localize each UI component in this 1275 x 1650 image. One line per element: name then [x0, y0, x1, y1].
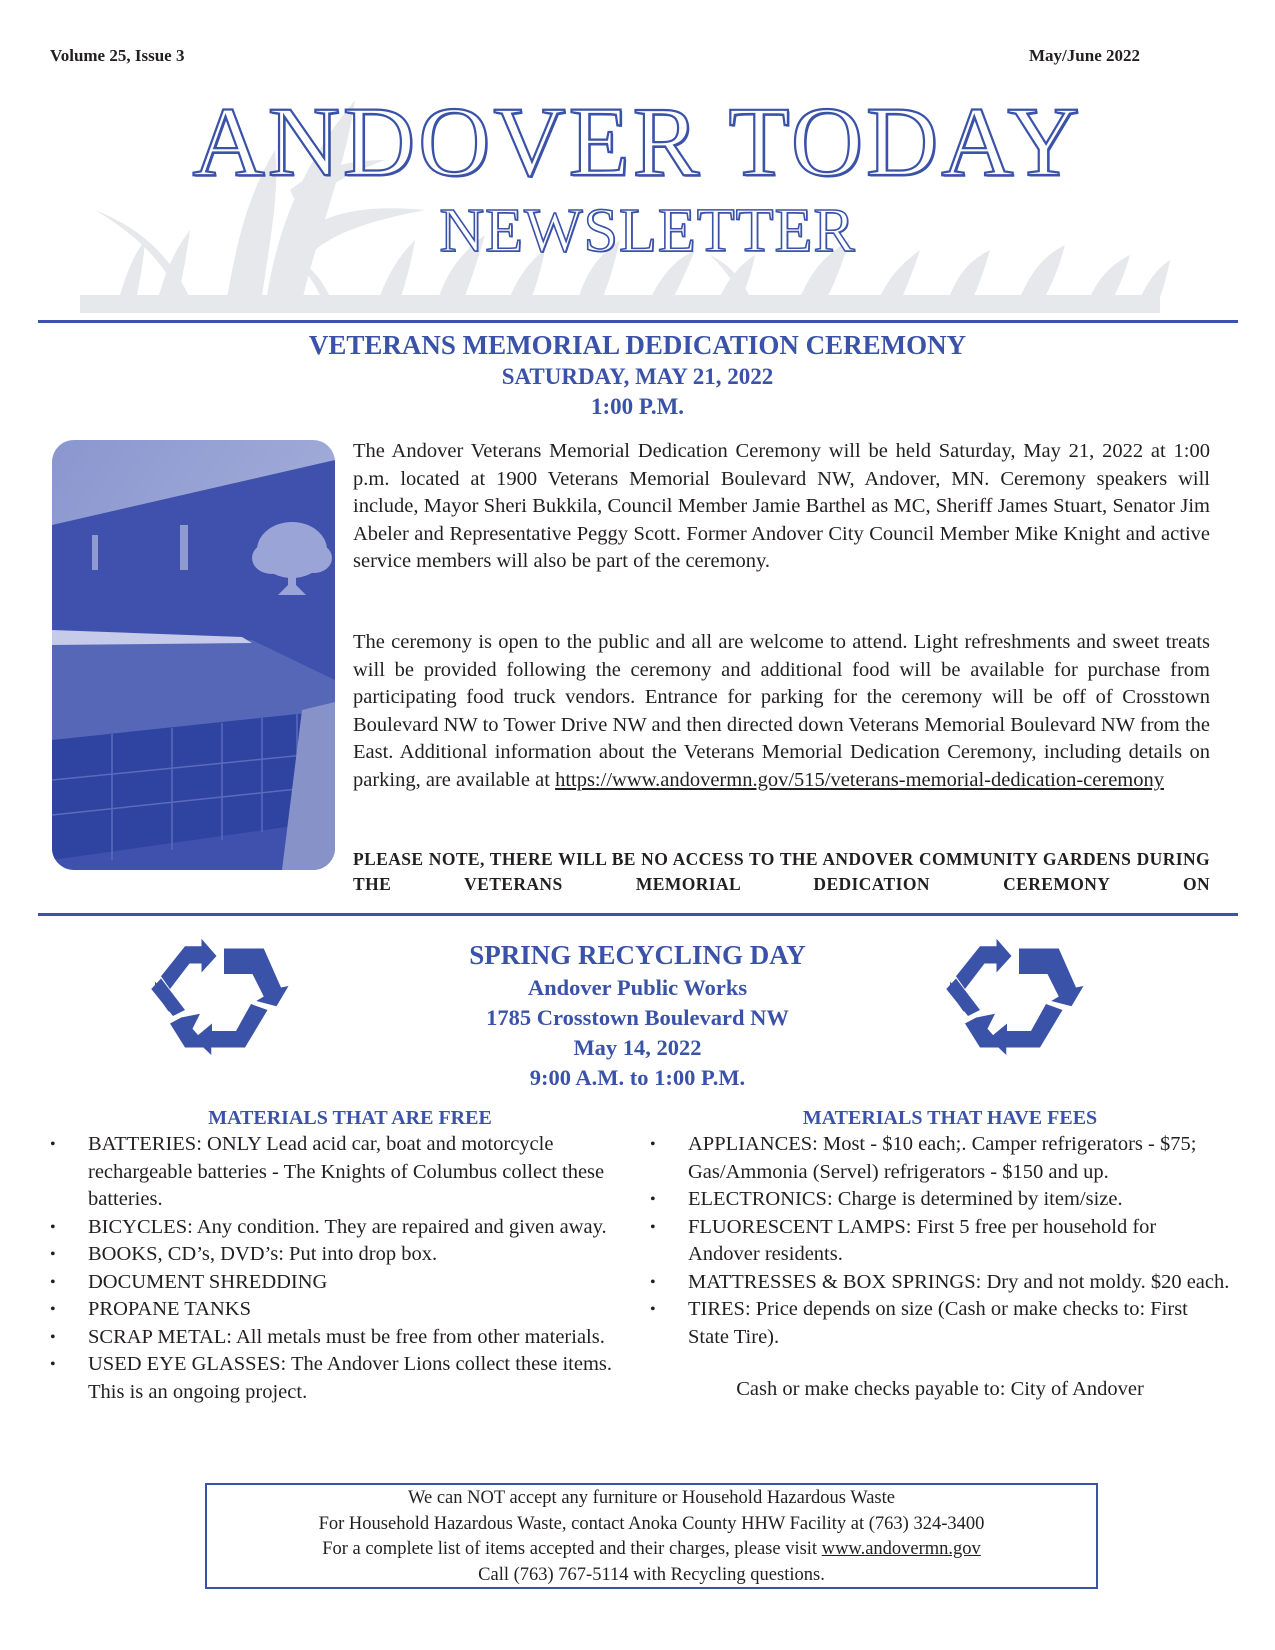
list-item: • MATTRESSES & BOX SPRINGS: Dry and not moldy. $20 each.	[650, 1269, 1230, 1297]
recycling-hours: 9:00 A.M. to 1:00 P.M.	[529, 1065, 746, 1090]
list-item: • TIRES: Price depends on size (Cash or make checks to: First State Tire).	[650, 1298, 1188, 1348]
recycling-section-title: SPRING RECYCLING DAY	[469, 940, 806, 970]
fee-materials-heading: MATERIALS THAT HAVE FEES	[802, 1107, 1098, 1129]
list-item: • USED EYE GLASSES: The Andover Lions collect these items. This is an ongoing project.	[50, 1353, 613, 1403]
free-materials-column	[50, 1107, 630, 1406]
bullet-icon: •	[50, 1328, 56, 1346]
info-line-website: For a complete list of items accepted and their charges, please visit www.andovermn.gov	[322, 1539, 981, 1559]
veterans-event-date: SATURDAY, MAY 21, 2022	[501, 364, 774, 389]
bullet-icon: •	[650, 1136, 656, 1153]
recycling-info-box	[205, 1483, 1098, 1589]
section-divider	[38, 320, 1238, 323]
veterans-section-title: VETERANS MEMORIAL DEDICATION CEREMONY	[308, 330, 967, 360]
newsletter-subtitle: NEWSLETTER	[439, 197, 856, 265]
veterans-paragraph-info-text: The ceremony is open to the public and all are welcome to attend. Light refreshments and sweet treats will be provided following the ceremony and additional food will be available for purchase from participating food truck vendors. Entrance for parking for the ceremony will be off of Crosstown Boulevard NW to Tower Drive NW and then directed down Veterans Memorial Boulevard NW from the East. Additional information about the Veterans Memorial Dedication Ceremony, including details on parking, are available at	[353, 631, 1210, 791]
bullet-icon: •	[50, 1218, 56, 1236]
list-item: • APPLIANCES: Most - $10 each;. Camper refrigerators - $75; Gas/Ammonia (Servel) refrigerators - $150 and up.	[650, 1133, 1197, 1183]
bullet-icon: •	[50, 1301, 56, 1318]
community-gardens-notice: PLEASE NOTE, THERE WILL BE NO ACCESS TO THE ANDOVER COMMUNITY GARDENS DURING THE VETERANS MEMORIAL DEDICATION CEREMONY ON	[353, 849, 1210, 894]
list-item: • PROPANE TANKS	[50, 1296, 630, 1324]
veterans-ceremony-link[interactable]: https://www.andovermn.gov/515/veterans-memorial-dedication-ceremony	[555, 768, 1164, 791]
veterans-event-time: 1:00 P.M.	[590, 394, 685, 419]
bullet-icon: •	[650, 1273, 656, 1291]
bullet-icon: •	[650, 1301, 656, 1318]
section-divider	[38, 913, 1238, 916]
veterans-memorial-photo	[52, 440, 335, 870]
bullet-icon: •	[50, 1246, 56, 1263]
veterans-paragraph-details: The Andover Veterans Memorial Dedication Ceremony will be held Saturday, May 21, 2022 at 1:00 p.m. located at 1900 Veterans Memorial Boulevard NW, Andover, MN. Ceremony speakers will include, Mayor Sheri Bukkila, Council Member Jamie Barthel as MC, Sheriff James Stuart, Senator Jim Abeler and Representative Peggy Scott. Former Andover City Council Member Mike Knight and active service members will also be part of the ceremony.	[353, 440, 1210, 572]
list-item: • BICYCLES: Any condition. They are repaired and given away.	[50, 1214, 630, 1242]
issue-date: May/June 2022	[1029, 46, 1140, 65]
recycling-address: 1785 Crosstown Boulevard NW	[486, 1005, 789, 1030]
info-line-no-furniture: We can NOT accept any furniture or Household Hazardous Waste	[408, 1488, 895, 1508]
recycling-date: May 14, 2022	[573, 1035, 702, 1060]
info-line-phone: Call (763) 767-5114 with Recycling questions.	[478, 1564, 825, 1585]
fee-materials-column	[650, 1107, 1230, 1401]
recycling-location: Andover Public Works	[527, 975, 748, 1000]
info-line-hhw-contact: For Household Hazardous Waste, contact Anoka County HHW Facility at (763) 324-3400	[318, 1513, 985, 1534]
andover-website-link[interactable]: www.andovermn.gov	[821, 1539, 981, 1559]
bullet-icon: •	[650, 1218, 656, 1236]
fee-materials-list	[650, 1131, 1230, 1351]
bullet-icon: •	[650, 1191, 656, 1208]
newsletter-title: ANDOVER TODAY	[192, 86, 1083, 197]
list-item: • FLUORESCENT LAMPS: First 5 free per household for Andover residents.	[650, 1215, 1157, 1265]
free-materials-heading: MATERIALS THAT ARE FREE	[208, 1107, 492, 1129]
volume-issue: Volume 25, Issue 3	[50, 46, 185, 65]
payment-note: Cash or make checks payable to: City of Andover	[736, 1378, 1144, 1400]
bullet-icon: •	[50, 1136, 56, 1153]
list-item: • BATTERIES: ONLY Lead acid car, boat and motorcycle rechargeable batteries - The Knights of Columbus collect these batteries.	[50, 1133, 605, 1210]
free-materials-list	[50, 1131, 630, 1406]
bullet-icon: •	[50, 1356, 56, 1373]
list-item: • DOCUMENT SHREDDING	[50, 1269, 630, 1297]
list-item: • ELECTRONICS: Charge is determined by item/size.	[650, 1186, 1230, 1214]
bullet-icon: •	[50, 1273, 56, 1291]
veterans-paragraph-info	[353, 629, 1210, 794]
list-item: • SCRAP METAL: All metals must be free from other materials.	[50, 1324, 630, 1352]
memorial-photo-illustration	[52, 440, 335, 870]
list-item: • BOOKS, CD’s, DVD’s: Put into drop box.	[50, 1241, 630, 1269]
